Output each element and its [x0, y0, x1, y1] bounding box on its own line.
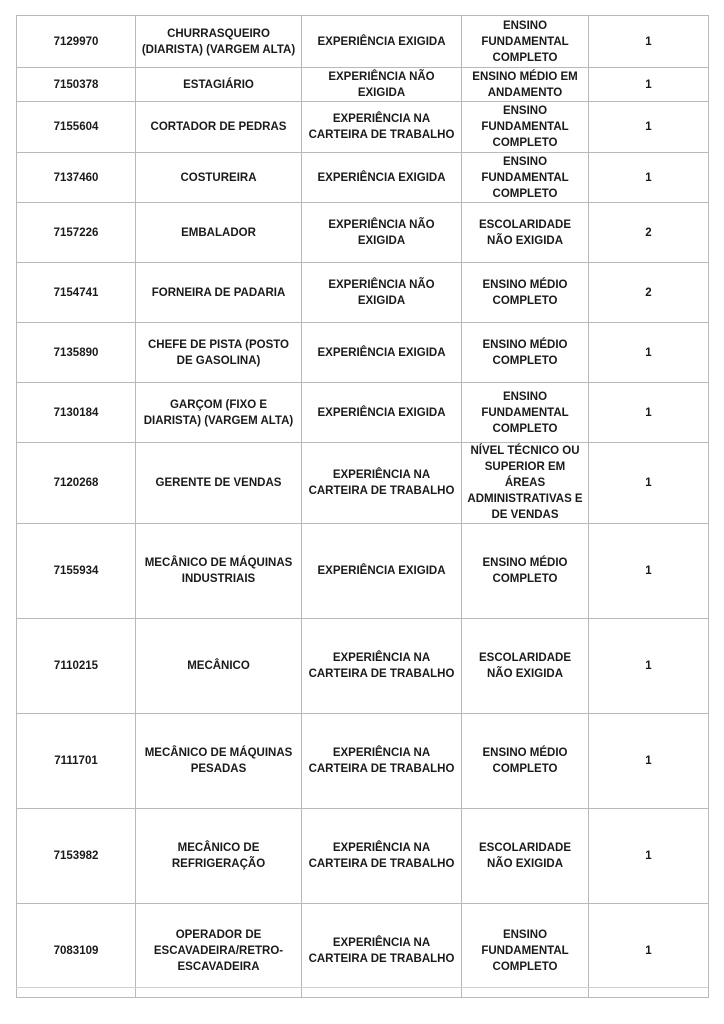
job-role: COSTUREIRA	[136, 153, 302, 203]
job-role: MECÂNICO DE REFRIGERAÇÃO	[136, 809, 302, 904]
table-row	[17, 619, 709, 714]
job-vacancies: 2	[589, 263, 709, 323]
job-code: 7111701	[17, 714, 136, 809]
job-experience: EXPERIÊNCIA EXIGIDA	[302, 153, 462, 203]
job-vacancies: 1	[589, 714, 709, 809]
job-experience: EXPERIÊNCIA EXIGIDA	[302, 323, 462, 383]
job-experience: EXPERIÊNCIA NA CARTEIRA DE TRABALHO	[302, 714, 462, 809]
job-experience: EXPERIÊNCIA NÃO EXIGIDA	[302, 68, 462, 102]
job-role: MECÂNICO	[136, 619, 302, 714]
job-education: ENSINO FUNDAMENTAL COMPLETO	[462, 153, 589, 203]
job-experience: EXPERIÊNCIA EXIGIDA	[302, 383, 462, 443]
job-role: CHURRASQUEIRO (DIARISTA) (VARGEM ALTA)	[136, 16, 302, 68]
job-experience: EXPERIÊNCIA EXIGIDA	[302, 524, 462, 619]
job-code: 7137460	[17, 153, 136, 203]
job-role: MECÂNICO DE MÁQUINAS PESADAS	[136, 714, 302, 809]
job-vacancies: 1	[589, 809, 709, 904]
page-divider	[16, 987, 708, 988]
job-experience: EXPERIÊNCIA NÃO EXIGIDA	[302, 263, 462, 323]
job-vacancies: 1	[589, 323, 709, 383]
table-row	[17, 68, 709, 102]
job-code: 7129970	[17, 16, 136, 68]
job-education: ENSINO MÉDIO EM ANDAMENTO	[462, 68, 589, 102]
job-experience: EXPERIÊNCIA EXIGIDA	[302, 16, 462, 68]
table-row	[17, 443, 709, 524]
job-experience: EXPERIÊNCIA NA CARTEIRA DE TRABALHO	[302, 904, 462, 998]
job-education: ENSINO FUNDAMENTAL COMPLETO	[462, 383, 589, 443]
job-code: 7120268	[17, 443, 136, 524]
table-row	[17, 904, 709, 998]
job-role: MECÂNICO DE MÁQUINAS INDUSTRIAIS	[136, 524, 302, 619]
job-role: CORTADOR DE PEDRAS	[136, 102, 302, 153]
table-row	[17, 102, 709, 153]
job-role: ESTAGIÁRIO	[136, 68, 302, 102]
job-vacancies: 1	[589, 524, 709, 619]
job-code: 7155604	[17, 102, 136, 153]
job-role: OPERADOR DE ESCAVADEIRA/RETRO-ESCAVADEIRA	[136, 904, 302, 998]
job-experience: EXPERIÊNCIA NA CARTEIRA DE TRABALHO	[302, 443, 462, 524]
table-row	[17, 714, 709, 809]
job-experience: EXPERIÊNCIA NA CARTEIRA DE TRABALHO	[302, 102, 462, 153]
table-row	[17, 16, 709, 68]
job-education: ESCOLARIDADE NÃO EXIGIDA	[462, 809, 589, 904]
job-vacancies: 1	[589, 619, 709, 714]
job-code: 7083109	[17, 904, 136, 998]
job-code: 7110215	[17, 619, 136, 714]
job-code: 7150378	[17, 68, 136, 102]
job-experience: EXPERIÊNCIA NA CARTEIRA DE TRABALHO	[302, 619, 462, 714]
job-role: CHEFE DE PISTA (POSTO DE GASOLINA)	[136, 323, 302, 383]
job-education: ENSINO FUNDAMENTAL COMPLETO	[462, 904, 589, 998]
table-row	[17, 323, 709, 383]
job-experience: EXPERIÊNCIA NA CARTEIRA DE TRABALHO	[302, 809, 462, 904]
job-code: 7155934	[17, 524, 136, 619]
job-education: ENSINO MÉDIO COMPLETO	[462, 263, 589, 323]
job-education: ENSINO MÉDIO COMPLETO	[462, 714, 589, 809]
job-role: GARÇOM (FIXO E DIARISTA) (VARGEM ALTA)	[136, 383, 302, 443]
job-education: NÍVEL TÉCNICO OU SUPERIOR EM ÁREAS ADMINISTRATIVAS E DE VENDAS	[462, 443, 589, 524]
job-education: ENSINO MÉDIO COMPLETO	[462, 524, 589, 619]
table-row	[17, 203, 709, 263]
job-code: 7153982	[17, 809, 136, 904]
job-vacancies-table	[16, 15, 709, 998]
job-code: 7130184	[17, 383, 136, 443]
job-vacancies: 1	[589, 102, 709, 153]
job-vacancies: 1	[589, 443, 709, 524]
job-code: 7157226	[17, 203, 136, 263]
job-vacancies: 1	[589, 16, 709, 68]
job-vacancies: 1	[589, 904, 709, 998]
job-role: EMBALADOR	[136, 203, 302, 263]
job-role: FORNEIRA DE PADARIA	[136, 263, 302, 323]
job-code: 7135890	[17, 323, 136, 383]
table-row	[17, 383, 709, 443]
job-vacancies: 1	[589, 68, 709, 102]
table-row	[17, 524, 709, 619]
job-role: GERENTE DE VENDAS	[136, 443, 302, 524]
table-row	[17, 263, 709, 323]
job-experience: EXPERIÊNCIA NÃO EXIGIDA	[302, 203, 462, 263]
job-education: ENSINO FUNDAMENTAL COMPLETO	[462, 16, 589, 68]
table-row	[17, 153, 709, 203]
table-row	[17, 809, 709, 904]
job-education: ESCOLARIDADE NÃO EXIGIDA	[462, 619, 589, 714]
job-education: ENSINO FUNDAMENTAL COMPLETO	[462, 102, 589, 153]
job-vacancies: 2	[589, 203, 709, 263]
job-vacancies: 1	[589, 383, 709, 443]
job-code: 7154741	[17, 263, 136, 323]
job-education: ENSINO MÉDIO COMPLETO	[462, 323, 589, 383]
job-education: ESCOLARIDADE NÃO EXIGIDA	[462, 203, 589, 263]
job-vacancies: 1	[589, 153, 709, 203]
